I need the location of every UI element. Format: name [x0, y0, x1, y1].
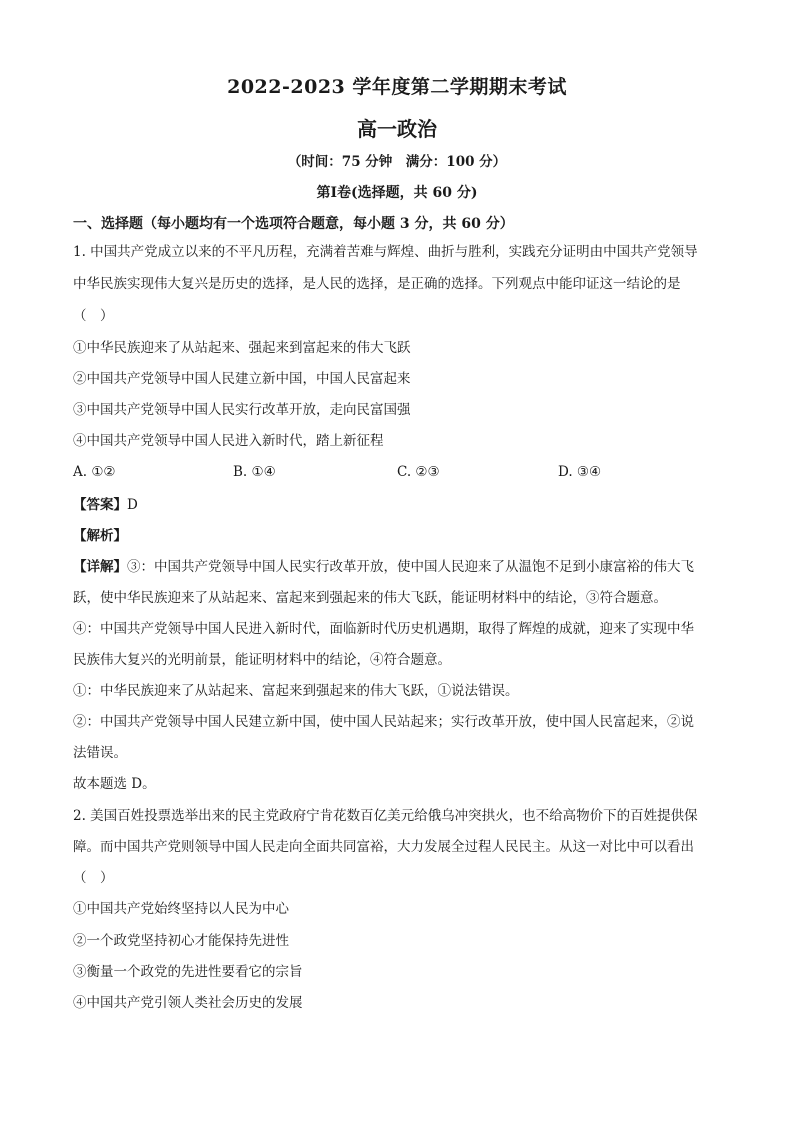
- q2-stem-line1: 2. 美国百姓投票选举出来的民主党政府宁肯花数百亿美元给俄乌冲突拱火，也不给高物价下的百姓提供保: [73, 808, 698, 824]
- q1-detail-line6: ②：中国共产党领导中国人民建立新中国，使中国人民站起来；实行改革开放，使中国人民富起来，②说: [73, 714, 694, 730]
- analysis-tag: 【解析】: [73, 528, 127, 544]
- q1-detail-line1: [73, 558, 723, 576]
- q2-paren: （ ）: [73, 870, 114, 886]
- q1-stem-line2: 中华民族实现伟大复兴是历史的选择，是人民的选择，是正确的选择。下列观点中能印证这一结论的是: [73, 276, 681, 292]
- exam-title: 2022-2023 学年度第二学期期末考试: [227, 76, 567, 98]
- q2-option-4: ④中国共产党引领人类社会历史的发展: [73, 995, 303, 1011]
- q1-choice-a: A. ①②: [73, 464, 116, 480]
- q2-option-1: ①中国共产党始终坚持以人民为中心: [73, 901, 289, 917]
- q2-option-2: ②一个政党坚持初心才能保持先进性: [73, 933, 289, 949]
- q1-choice-c: C. ②③: [397, 464, 440, 480]
- detail-text-1: ③：中国共产党领导中国人民实行改革开放，使中国人民迎来了从温饱不足到小康富裕的伟大飞: [127, 559, 694, 575]
- q1-choice-b: B. ①④: [233, 464, 276, 480]
- q2-option-3: ③衡量一个政党的先进性要看它的宗旨: [73, 964, 303, 980]
- q1-answer: [73, 496, 723, 514]
- q1-detail-line2: 跃，使中华民族迎来了从站起来、富起来到强起来的伟大飞跃，能证明材料中的结论，③符合题意。: [73, 590, 667, 606]
- q1-conclusion: 故本题选 D。: [73, 776, 156, 792]
- exam-time-score: （时间：75 分钟 满分：100 分）: [287, 154, 507, 170]
- q2-stem-line2: 障。而中国共产党则领导中国人民走向全面共同富裕，大力发展全过程人民民主。从这一对比中可以看出: [73, 839, 694, 855]
- q1-option-2: ②中国共产党领导中国人民建立新中国，中国人民富起来: [73, 371, 411, 387]
- q1-option-3: ③中国共产党领导中国人民实行改革开放，走向民富国强: [73, 402, 411, 418]
- q1-analysis-tag: [73, 527, 723, 545]
- exam-subject: 高一政治: [357, 117, 437, 141]
- section-heading: 一、选择题（每小题均有一个选项符合题意，每小题 3 分，共 60 分）: [73, 216, 514, 232]
- q1-paren: （ ）: [73, 308, 114, 324]
- volume-heading: 第Ⅰ卷(选择题，共 60 分): [316, 185, 478, 201]
- q1-detail-line4: 民族伟大复兴的光明前景，能证明材料中的结论，④符合题意。: [73, 652, 451, 668]
- q1-detail-line7: 法错误。: [73, 745, 127, 761]
- q1-option-4: ④中国共产党领导中国人民进入新时代，踏上新征程: [73, 433, 384, 449]
- detail-tag: 【详解】: [73, 559, 127, 575]
- answer-tag: 【答案】: [73, 497, 127, 513]
- q1-detail-line5: ①：中华民族迎来了从站起来、富起来到强起来的伟大飞跃，①说法错误。: [73, 683, 519, 699]
- q1-choice-d: D. ③④: [558, 464, 602, 480]
- q1-detail-line3: ④：中国共产党领导中国人民进入新时代，面临新时代历史机遇期，取得了辉煌的成就，迎来了实现中华: [73, 621, 694, 637]
- answer-value: D: [127, 497, 138, 513]
- q1-stem-line1: 1. 中国共产党成立以来的不平凡历程，充满着苦难与辉煌、曲折与胜利，实践充分证明由中国共产党领导: [73, 244, 698, 260]
- q1-option-1: ①中华民族迎来了从站起来、强起来到富起来的伟大飞跃: [73, 340, 411, 356]
